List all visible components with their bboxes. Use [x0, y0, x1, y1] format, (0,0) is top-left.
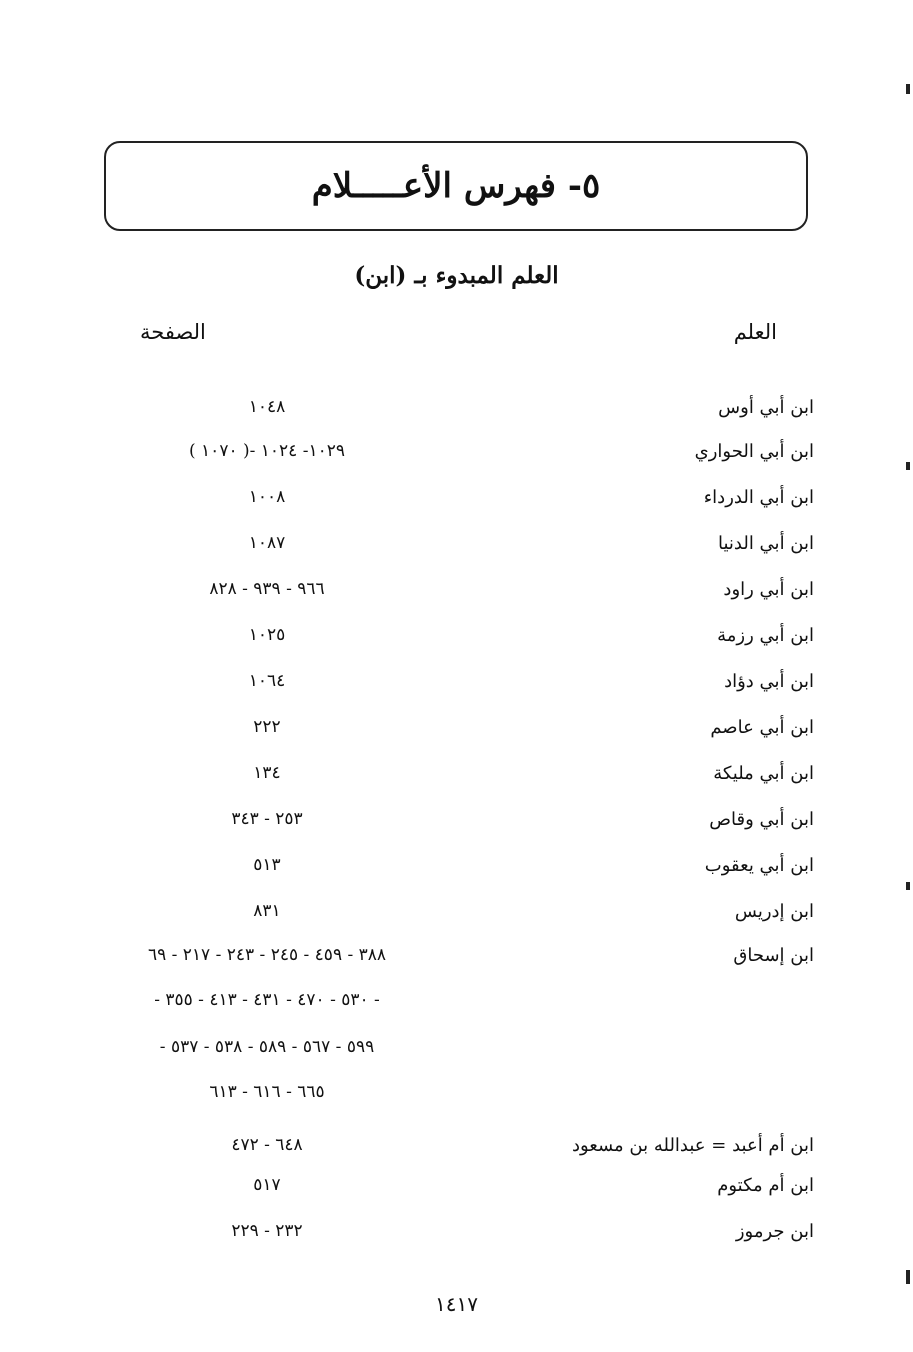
index-entry [0, 809, 913, 849]
entry-pages: ١٠٦٤ [248, 671, 286, 691]
entry-name: ابن أم مكتوم [717, 1175, 814, 1196]
entry-pages: ١٠٢٥ [248, 625, 286, 645]
column-header-page: الصفحة [140, 320, 206, 344]
scan-mark [906, 882, 910, 890]
entry-name: ابن إسحاق [733, 945, 814, 966]
entry-name: ابن أبي الدنيا [717, 533, 814, 554]
index-entry [0, 717, 913, 757]
entry-pages: ٢٣٢ - ٢٢٩ [231, 1221, 303, 1241]
index-entry [0, 579, 913, 619]
title-box [104, 141, 808, 231]
index-entry [0, 533, 913, 573]
index-entry [0, 1221, 913, 1261]
entry-name: ابن أم أعبد = عبدالله بن مسعود [571, 1135, 814, 1156]
index-entry [0, 441, 913, 481]
entry-name: ابن أبي أوس [718, 397, 814, 418]
index-entry [0, 397, 913, 437]
entry-pages: ٩٦٦ - ٩٣٩ - ٨٢٨ [209, 579, 325, 599]
entry-pages: ١٠٨٧ [248, 533, 286, 553]
entry-pages: ( ١٠٧٠ )- ١٠٢٩- ١٠٢٤ [189, 441, 345, 461]
page-title: ٥- فهرس الأعـــــلام [311, 166, 601, 206]
index-entry [0, 901, 913, 941]
entry-pages: ١٠٤٨ [248, 397, 286, 417]
index-entry [0, 487, 913, 527]
entry-name: ابن أبي مليكة [713, 763, 814, 784]
entry-pages: ٨٣١ [253, 901, 281, 921]
entry-name: ابن أبي الدرداء [703, 487, 814, 508]
entry-name: ابن جرموز [735, 1221, 814, 1242]
scan-mark [906, 462, 910, 470]
entry-pages: ٥١٧ [253, 1175, 281, 1195]
entry-name: ابن إدريس [734, 901, 814, 922]
entry-name: ابن أبي رزمة [717, 625, 814, 646]
entry-name: ابن أبي عاصم [710, 717, 814, 738]
entry-pages: ٢٢٢ [253, 717, 281, 737]
index-entry [0, 1135, 913, 1175]
entry-name: ابن أبي الحواري [694, 441, 814, 462]
index-entry [0, 855, 913, 895]
entry-name: ابن أبي وقاص [709, 809, 814, 830]
entry-pages: ٦٦٥ - ٦١٦ - ٦١٣ [209, 1082, 325, 1102]
page-number: ١٤١٧ [435, 1292, 478, 1316]
entry-pages: - ٥٣٠ - ٤٧٠ - ٤٣١ - ٤١٣ - ٣٥٥ - [154, 990, 380, 1010]
entry-name: ابن أبي دؤاد [724, 671, 814, 692]
entry-pages: ١٣٤ [253, 763, 281, 783]
entry-pages: ٣٨٨ - ٤٥٩ - ٢٤٥ - ٢٤٣ - ٢١٧ - ٦٩ [147, 945, 387, 965]
entry-pages: ٥١٣ [253, 855, 281, 875]
entry-pages: ١٠٠٨ [248, 487, 286, 507]
column-header-name: العلم [733, 320, 777, 344]
entry-pages: - ٥٩٩ - ٥٦٧ - ٥٨٩ - ٥٣٨ - ٥٣٧ [159, 1037, 375, 1057]
index-entry [0, 1175, 913, 1215]
section-subtitle: العلم المبدوء بـ (ابن) [354, 262, 559, 289]
entry-name: ابن أبي راود [723, 579, 814, 600]
index-entry [0, 763, 913, 803]
index-entry [0, 671, 913, 711]
entry-name: ابن أبي يعقوب [704, 855, 814, 876]
index-entry [0, 625, 913, 665]
scan-mark [906, 1270, 910, 1284]
entry-pages: ٦٤٨ - ٤٧٢ [231, 1135, 303, 1155]
index-entry [0, 945, 913, 1102]
scan-mark [906, 84, 910, 94]
entry-pages: ٢٥٣ - ٣٤٣ [231, 809, 303, 829]
